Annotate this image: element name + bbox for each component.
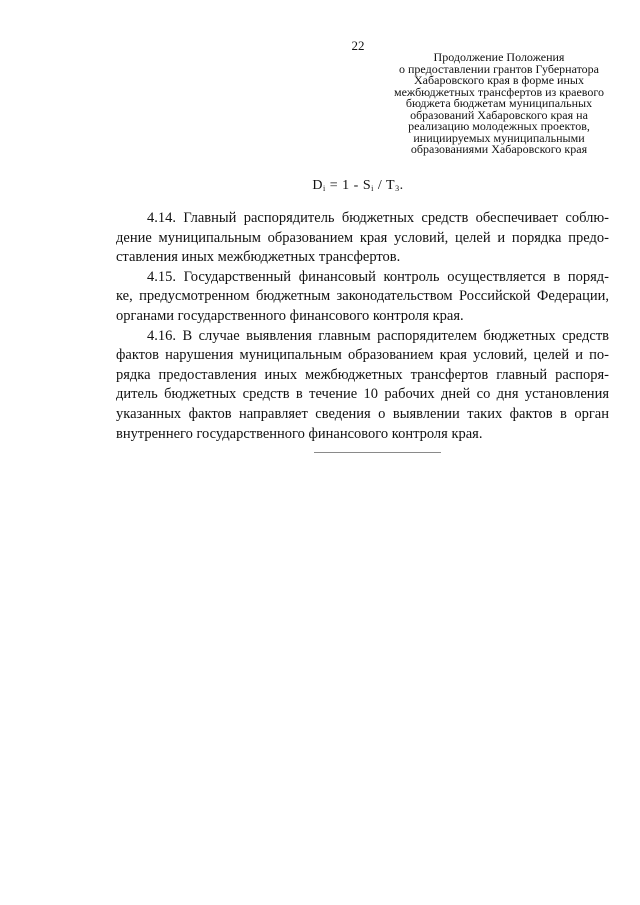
paragraph-line: фактов нарушения муниципальным образованием края условий, целей и по-	[116, 347, 609, 364]
end-divider	[314, 452, 441, 453]
formula-lhs-sub: i	[323, 184, 326, 193]
paragraph-line: 4.15. Государственный финансовый контроль осуществляется в поряд-	[147, 268, 609, 285]
header-line: Продолжение Положения	[433, 50, 565, 64]
header-line: бюджета бюджетам муниципальных	[405, 96, 593, 110]
paragraph-line: внутреннего государственного финансового контроля края.	[116, 425, 483, 442]
paragraph-4-16	[116, 327, 609, 445]
header-line: образований Хабаровского края на	[410, 107, 588, 122]
formula-mid-sub: i	[371, 184, 374, 193]
page-number: 22	[351, 38, 365, 53]
paragraph-4-14	[116, 209, 609, 268]
formula-end: .	[399, 178, 404, 193]
header-line: межбюджетных трансфертов из краевого	[394, 84, 604, 99]
header-line: реализацию молодежных проектов,	[408, 119, 590, 133]
formula-div: / T	[373, 178, 396, 193]
paragraph-line: дение муниципальным образованием края условий, целей и порядка предо-	[116, 229, 609, 246]
paragraph-line: 4.14. Главный распорядитель бюджетных средств обеспечивает соблю-	[147, 210, 609, 226]
paragraph-4-15	[116, 268, 609, 327]
document-body	[116, 209, 609, 444]
formula-div-sub: 3	[395, 184, 400, 193]
paragraph-line: 4.16. В случае выявления главным распорядителем бюджетных средств	[147, 327, 609, 344]
paragraph-line: рядка предоставления иных межбюджетных трансфертов главный распоря-	[116, 366, 609, 383]
header-line: инициируемых муниципальными	[413, 130, 585, 145]
formula-lhs: D	[312, 178, 324, 193]
header-line: образованиями Хабаровского края	[410, 142, 588, 156]
paragraph-line: органами государственного финансового контроля края.	[116, 307, 464, 324]
header-line: Хабаровского края в форме иных	[414, 73, 584, 87]
paragraph-line: указанных фактов направляет сведения о выявлении таких фактов в орган	[116, 405, 609, 422]
paragraph-line: ставления иных межбюджетных трансфертов.	[116, 249, 401, 266]
paragraph-line: дитель бюджетных средств в течение 10 рабочих дней со дня установления	[116, 386, 609, 403]
continuation-header	[380, 52, 618, 156]
paragraph-line: ке, предусмотренном бюджетным законодательством Российской Федерации,	[116, 288, 609, 305]
formula-mid: = 1 - S	[325, 178, 372, 193]
header-line: о предоставлении грантов Губернатора	[399, 61, 599, 76]
formula	[0, 178, 640, 194]
